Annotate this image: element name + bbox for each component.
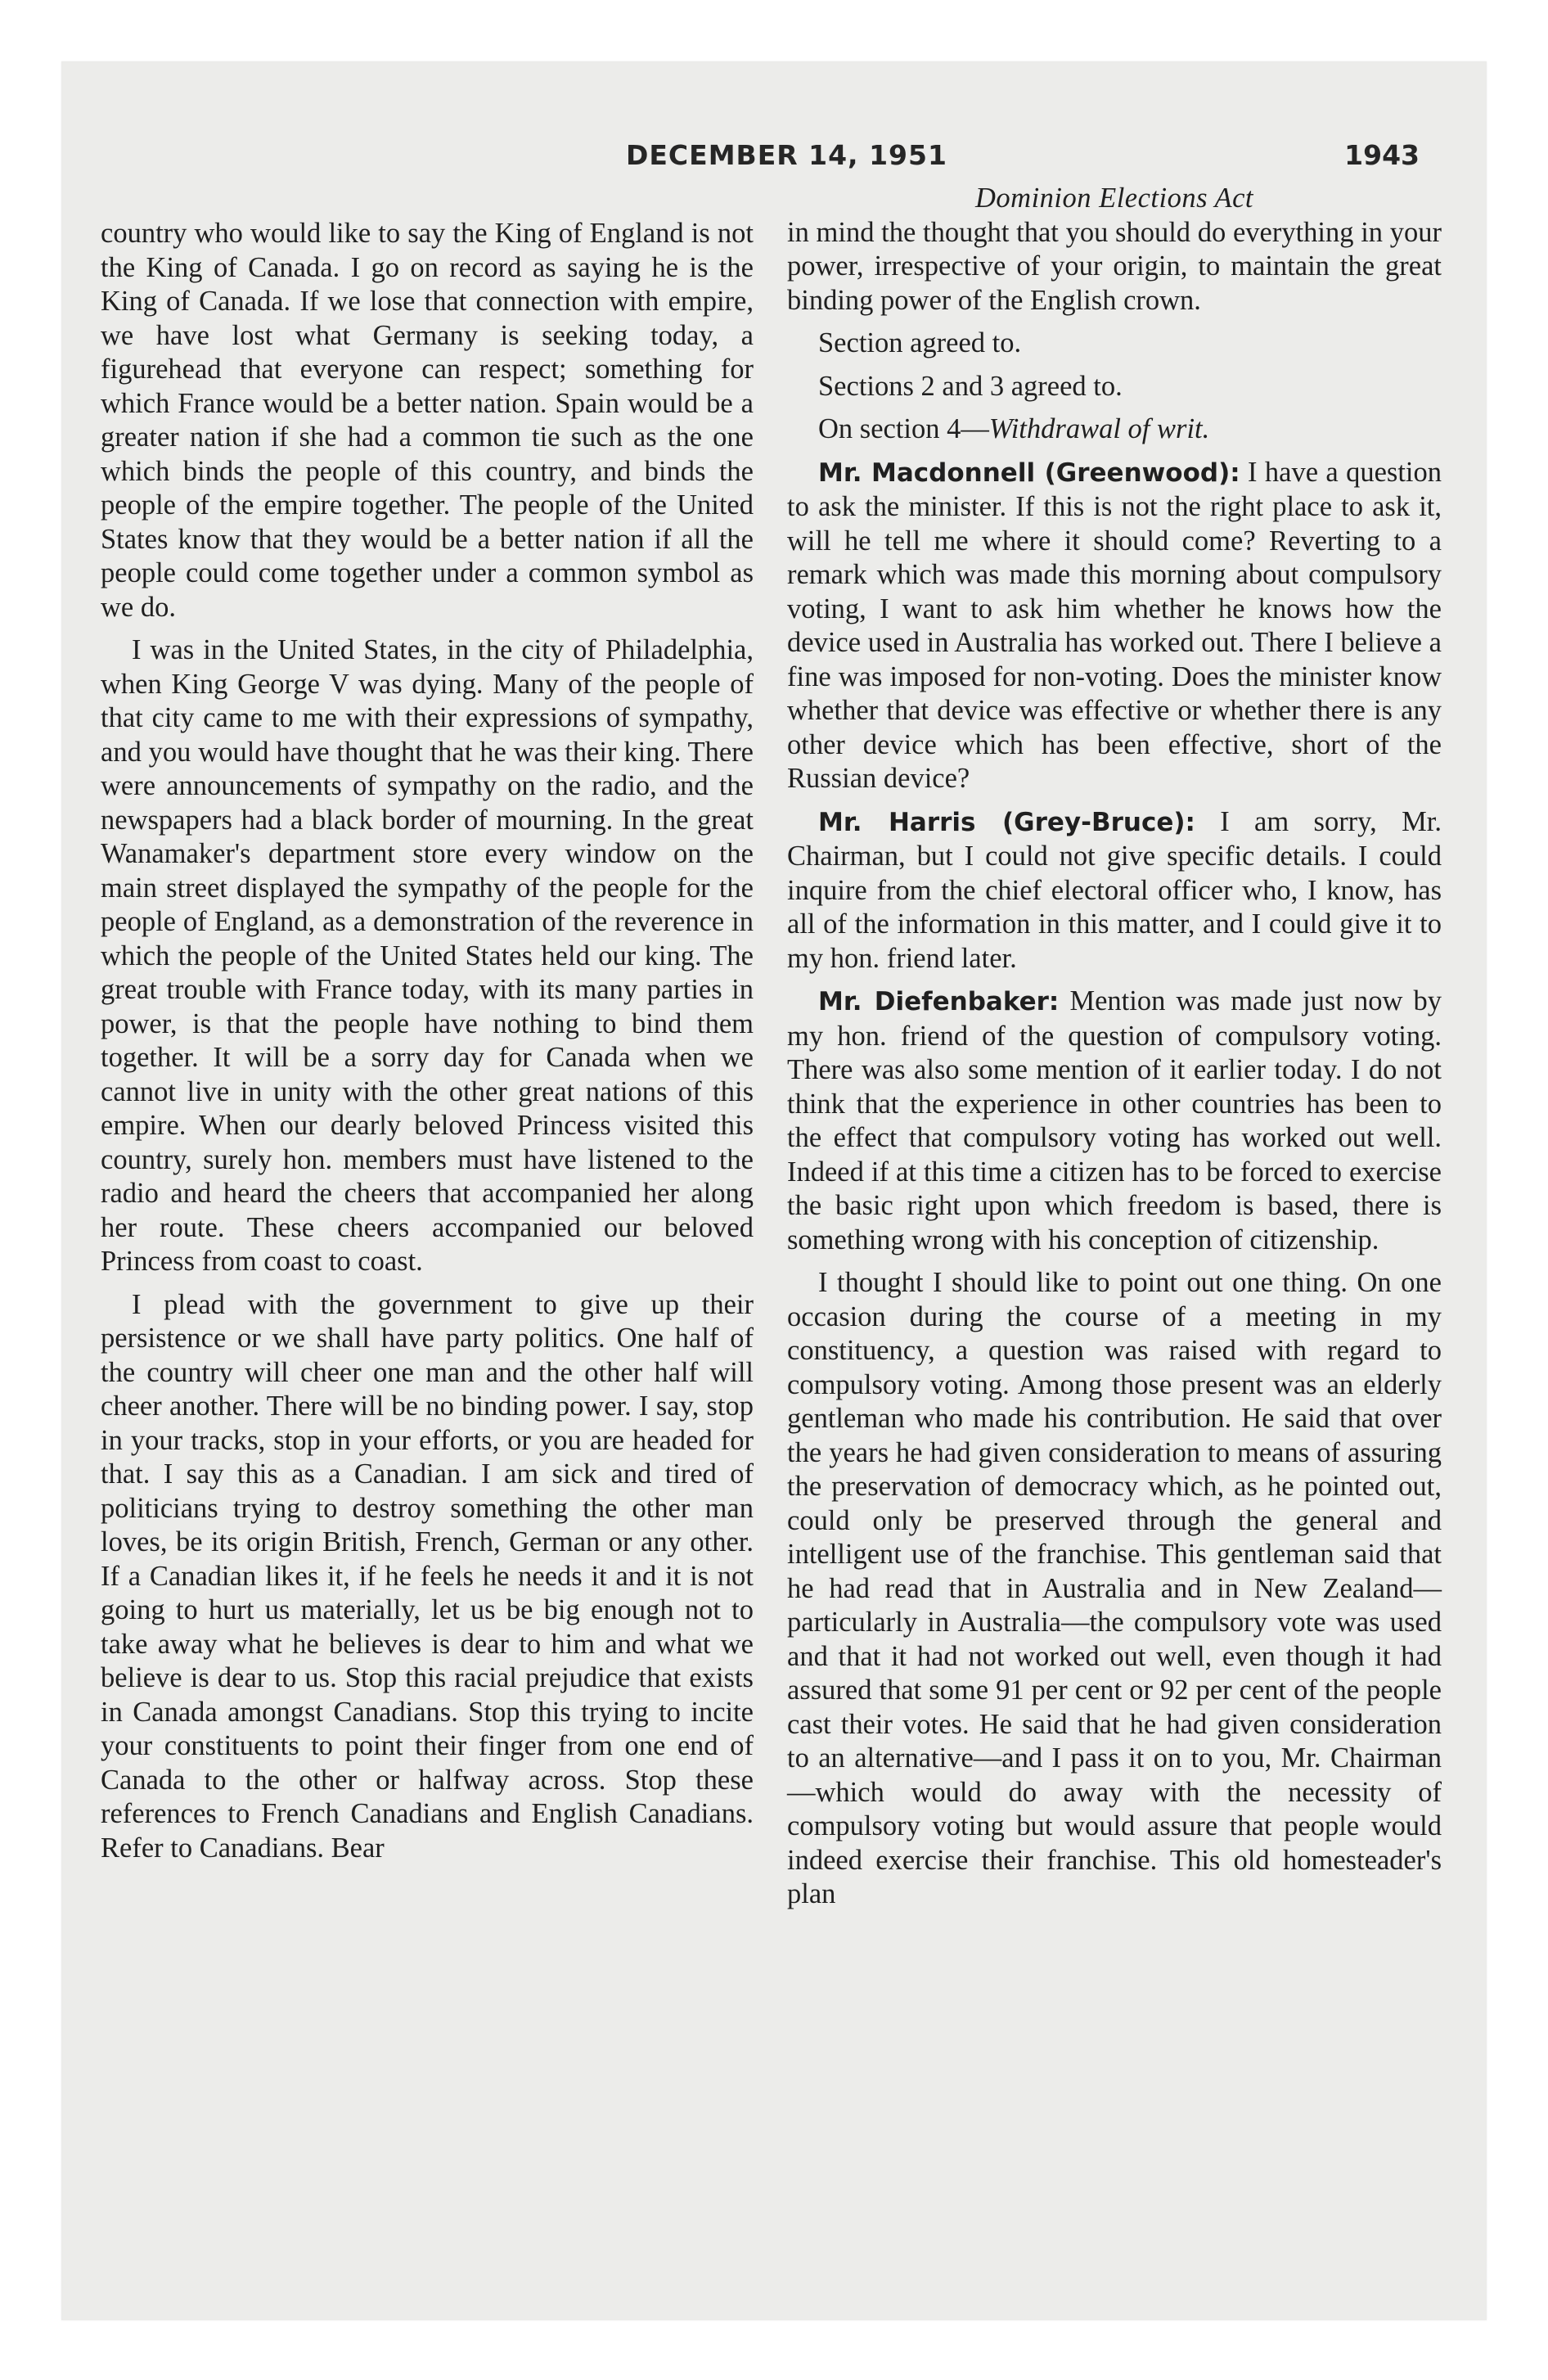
speech-text: I am sorry, Mr. Chairman, but I could not give specific details. I could inquire from the chief electoral officer who, I know, has all of the information in this matter, and I could give it to my hon. friend later. xyxy=(787,805,1442,974)
page-number: 1943 xyxy=(1344,139,1420,171)
paragraph: in mind the thought that you should do everything in your power, irrespective of your origin, to maintain the great binding power of the English crown. xyxy=(787,216,1442,316)
paragraph: country who would like to say the King of England is not the King of Canada. I go on record as saying he is the King of Canada. If we lose that connection with empire, we have lost what Germany is seeking today, a figurehead that everyone can respect; something for which France would be a better nation. Spain would be a greater nation if she had a common tie such as the one which binds the people of this country, and binds the people of the empire together. The people of the United States know that they would be a better nation if all the people could come together under a common symbol as we do. xyxy=(101,218,754,623)
speaker-name: Mr. Macdonnell (Greenwood): xyxy=(818,458,1240,488)
speech-text: I have a question to ask the minister. If this is not the right place to ask it, will he tell me where it should come? Reverting to a remark which was made this morning about compulsory voting, I want to ask him whether he knows how the device used in Australia has worked out. There I believe a fine was imposed for non-voting. Does the minister know whether that device was effective or whether there is any other device which has been effective, short of the Russian device? xyxy=(787,456,1442,794)
speech-text: Mention was made just now by my hon. friend of the question of compulsory voting. There was also some mention of it earlier today. I do not think that the experience in other countries has been to the effect that compulsory voting has worked out well. Indeed if at this time a citizen has to be forced to exercise the basic right upon which freedom is based, there is something wrong with his conception of citizenship. xyxy=(787,985,1442,1255)
paragraph: I was in the United States, in the city of Philadelphia, when King George V was dying. Many of the people of that city came to me with their expressions of sympathy, and you would have thought that he was their king. There were announcements of sympathy on the radio, and the newspapers had a black border of mourning. In the great Wanamaker's department store every window on the main street displayed the sympathy of the people for the people of England, as a demonstration of the reverence in which the people of the United States held our king. The great trouble with France today, with its many parties in power, is that the people have nothing to bind them together. It will be a sorry day for Canada when we cannot live in unity with the other great nations of this empire. When our dearly beloved Princess visited this country, surely hon. members must have listened to the radio and heard the cheers that accompanied her along her route. These cheers accompanied our beloved Princess from coast to coast. xyxy=(101,634,754,1277)
right-column xyxy=(787,182,1442,1912)
running-title: Dominion Elections Act xyxy=(975,183,1253,214)
section-title: Withdrawal of writ. xyxy=(988,413,1210,444)
paragraph: I plead with the government to give up their persistence or we shall have party politics. One half of the country will cheer one man and the other half will cheer another. There will be no binding power. I say, stop in your tracks, stop in your efforts, or you are headed for that. I say this as a Canadian. I am sick and tired of politicians trying to destroy something the other man loves, be its origin British, French, German or any other. If a Canadian likes it, if he feels he needs it and it is not going to hurt us materially, let us be big enough not to take away what he believes is dear to him and what we believe is dear to us. Stop this racial prejudice that exists in Canada amongst Canadians. Stop this trying to incite your constituents to point their finger from one end of Canada to the other or halfway across. Stop these references to French Canadians and English Canadians. Refer to Canadians. Bear xyxy=(101,1288,754,1864)
left-column xyxy=(101,217,754,1865)
section-heading xyxy=(787,412,1442,447)
page-header xyxy=(61,139,1487,188)
paragraph: I thought I should like to point out one thing. On one occasion during the course of a meeting in my constituency, a question was raised with regard to compulsory voting. Among those present was an elderly gentleman who made his contribution. He said that over the years he had given consideration to means of assuring the preservation of democracy which, as he pointed out, could only be preserved through the general and intelligent use of the franchise. This gentleman said that he had read that in Australia and in New Zealand—particularly in Australia—the compulsory vote was used and that it had not worked out well, even though it had assured that some 91 per cent or 92 per cent of the people cast their votes. He said that he had given consideration to an alternative—and I pass it on to you, Mr. Chairman—which would do away with the necessity of compulsory voting but would assure that people would indeed exercise their franchise. This old homesteader's plan xyxy=(787,1267,1442,1909)
speech xyxy=(787,985,1442,1257)
speech xyxy=(787,456,1442,796)
speaker-name: Mr. Diefenbaker: xyxy=(818,987,1060,1016)
section-status: Sections 2 and 3 agreed to. xyxy=(818,370,1123,402)
header-date: DECEMBER 14, 1951 xyxy=(626,139,947,171)
scanned-page xyxy=(61,61,1487,2320)
section-status: Section agreed to. xyxy=(818,327,1022,358)
section-prefix: On section 4— xyxy=(818,413,989,444)
speaker-name: Mr. Harris (Grey-Bruce): xyxy=(818,807,1195,837)
speech xyxy=(787,805,1442,976)
